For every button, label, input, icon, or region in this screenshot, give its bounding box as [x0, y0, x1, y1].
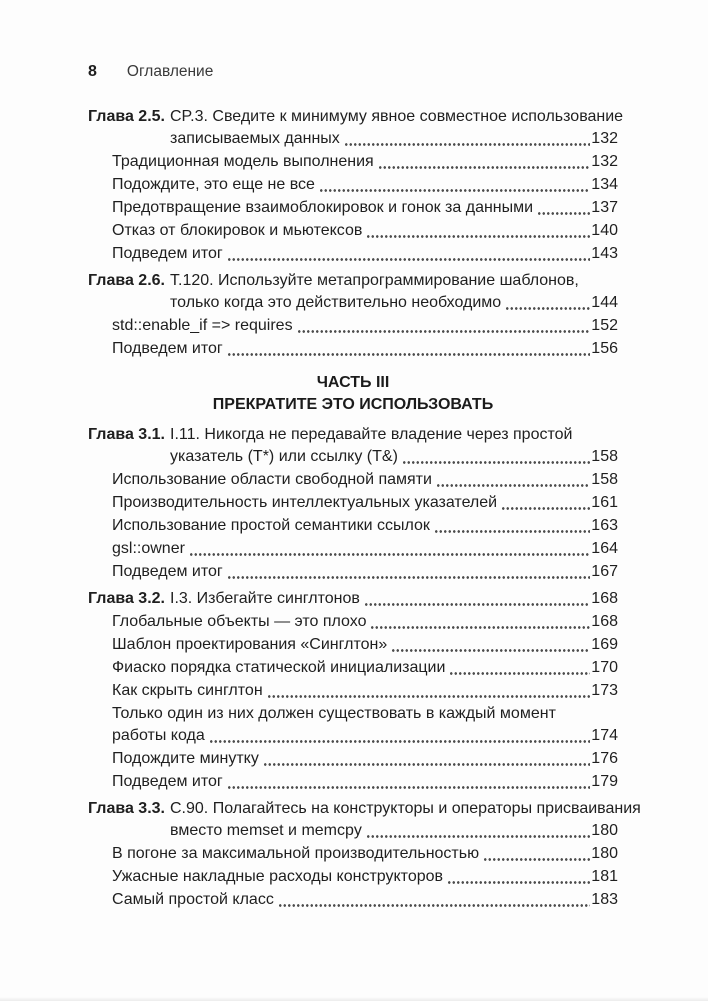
toc-entry	[112, 866, 618, 888]
toc-entry	[88, 798, 641, 842]
leader-row	[112, 561, 618, 583]
entry-title: указатель (T*) или ссылку (T&)	[170, 448, 398, 465]
entry-title: вместо memset и memcpy	[170, 822, 362, 839]
dot-leader	[319, 189, 590, 192]
entry-body	[112, 889, 618, 911]
leader-row	[112, 657, 618, 679]
toc-entry	[112, 243, 618, 265]
dot-leader	[447, 881, 590, 884]
leader-row	[112, 174, 618, 196]
entry-body	[112, 174, 618, 196]
toc-entry	[112, 843, 618, 865]
toc-entry	[112, 469, 618, 491]
entry-title: Самый простой класс	[112, 891, 274, 908]
leader-row	[170, 820, 618, 842]
toc-entry	[112, 174, 618, 196]
dot-leader	[227, 258, 591, 261]
chapter-label: Глава 2.5.	[88, 108, 165, 125]
entry-body	[112, 469, 618, 491]
entry-title: std::enable_if => requires	[112, 317, 293, 334]
entry-page-number: 176	[591, 750, 618, 767]
entry-page-number: 180	[591, 822, 618, 839]
entry-title: записываемых данных	[170, 130, 340, 147]
entry-title-line: C.90. Полагайтесь на конструкторы и операторы присваивания	[170, 800, 641, 817]
entry-body	[112, 315, 618, 337]
dot-leader	[366, 835, 590, 838]
leader-row	[112, 843, 618, 865]
entry-title: Предотвращение взаимоблокировок и гонок за данными	[112, 199, 534, 216]
entry-page-number: 183	[591, 891, 618, 908]
dot-leader	[378, 166, 591, 169]
toc-entry	[112, 611, 618, 633]
entry-title: Использование области свободной памяти	[112, 471, 432, 488]
entry-title: Традиционная модель выполнения	[112, 153, 374, 170]
toc-entry	[112, 634, 618, 656]
entry-body	[170, 798, 641, 842]
toc-entry	[112, 315, 618, 337]
entry-body	[112, 197, 618, 219]
dot-leader	[434, 530, 590, 533]
page-header-title: Оглавление	[126, 63, 214, 80]
leader-row	[112, 492, 618, 514]
toc-entry	[112, 771, 618, 793]
entry-page-number: 158	[591, 448, 618, 465]
entry-title: Отказ от блокировок и мьютексов	[112, 222, 363, 239]
entry-page-number: 161	[591, 494, 618, 511]
toc-entry	[112, 220, 618, 242]
toc-entry	[112, 748, 618, 770]
entry-title: Подведем итог	[112, 340, 223, 357]
leader-row	[112, 680, 618, 702]
entry-page-number: 134	[591, 176, 618, 193]
entry-page-number: 143	[591, 245, 618, 262]
chapter-label: Глава 2.6.	[88, 272, 165, 289]
entry-body	[112, 634, 618, 656]
toc-list	[0, 106, 708, 911]
part-title-line: ПРЕКРАТИТЕ ЭТО ИСПОЛЬЗОВАТЬ	[212, 396, 494, 413]
entry-body	[112, 703, 618, 747]
entry-title: Использование простой семантики ссылок	[112, 517, 430, 534]
dot-leader	[209, 740, 591, 743]
entry-body	[112, 561, 618, 583]
toc-entry	[88, 270, 618, 314]
entry-title: Подведем итог	[112, 245, 223, 262]
leader-row	[112, 197, 618, 219]
leader-row	[170, 446, 618, 468]
entry-title: Как скрыть синглтон	[112, 682, 263, 699]
entry-page-number: 170	[591, 659, 618, 676]
dot-leader	[505, 307, 590, 310]
entry-title: Фиаско порядка статической инициализации	[112, 659, 446, 676]
entry-body	[112, 538, 618, 560]
dot-leader	[436, 484, 590, 487]
dot-leader	[227, 576, 591, 579]
dot-leader	[189, 553, 590, 556]
entry-title: Шаблон проектирования «Синглтон»	[112, 636, 388, 653]
entry-body	[170, 270, 618, 314]
entry-title: Производительность интеллектуальных указателей	[112, 494, 498, 511]
leader-row	[112, 338, 618, 360]
dot-leader	[391, 649, 590, 652]
chapter-label: Глава 3.1.	[88, 426, 165, 443]
leader-row	[112, 220, 618, 242]
dot-leader	[267, 695, 591, 698]
chapter-label: Глава 3.3.	[88, 800, 165, 817]
toc-entry	[112, 492, 618, 514]
leader-row	[112, 315, 618, 337]
toc-entry	[88, 424, 618, 468]
entry-page-number: 137	[591, 199, 618, 216]
leader-row	[112, 538, 618, 560]
leader-row	[112, 151, 618, 173]
entry-title: только когда это действительно необходимо	[170, 294, 502, 311]
entry-page-number: 144	[591, 294, 618, 311]
leader-row	[112, 771, 618, 793]
leader-row	[112, 469, 618, 491]
leader-row	[112, 889, 618, 911]
leader-row	[170, 292, 618, 314]
entry-body	[170, 106, 624, 150]
entry-page-number: 140	[591, 222, 618, 239]
toc-entry	[112, 703, 618, 747]
entry-title: Подведем итог	[112, 773, 223, 790]
entry-title: Ужасные накладные расходы конструкторов	[112, 868, 444, 885]
entry-page-number: 158	[591, 471, 618, 488]
dot-leader	[402, 461, 590, 464]
running-head	[0, 0, 708, 82]
entry-page-number: 132	[591, 130, 618, 147]
leader-row	[170, 588, 618, 610]
entry-title-line: I.11. Никогда не передавайте владение через простой	[170, 426, 573, 443]
entry-page-number: 179	[591, 773, 618, 790]
entry-body	[112, 680, 618, 702]
toc-entry	[112, 338, 618, 360]
entry-page-number: 181	[591, 868, 618, 885]
entry-page-number: 164	[591, 540, 618, 557]
dot-leader	[344, 143, 590, 146]
toc-entry	[112, 151, 618, 173]
entry-body	[112, 843, 618, 865]
entry-title: Подведем итог	[112, 563, 223, 580]
entry-body	[112, 243, 618, 265]
part-heading	[88, 372, 618, 416]
dot-leader	[366, 235, 590, 238]
leader-row	[112, 866, 618, 888]
dot-leader	[449, 672, 590, 675]
dot-leader	[483, 858, 590, 861]
leader-row	[112, 515, 618, 537]
leader-row	[112, 611, 618, 633]
toc-entry	[112, 197, 618, 219]
entry-title: работы кода	[112, 727, 205, 744]
entry-body	[112, 151, 618, 173]
toc-entry	[112, 657, 618, 679]
toc-entry	[88, 106, 624, 150]
toc-entry	[112, 538, 618, 560]
entry-page-number: 163	[591, 517, 618, 534]
dot-leader	[370, 626, 590, 629]
dot-leader	[364, 603, 590, 606]
entry-title: В погоне за максимальной производительностью	[112, 845, 480, 862]
leader-row	[170, 128, 618, 150]
leader-row	[112, 748, 618, 770]
entry-body	[112, 611, 618, 633]
toc-entry	[112, 889, 618, 911]
page-edge-shadow	[0, 997, 708, 1001]
entry-body	[170, 424, 618, 468]
entry-body	[112, 220, 618, 242]
entry-body	[170, 588, 618, 610]
entry-page-number: 132	[591, 153, 618, 170]
dot-leader	[297, 330, 591, 333]
dot-leader	[537, 212, 590, 215]
entry-page-number: 169	[591, 636, 618, 653]
toc-entry	[88, 588, 618, 610]
entry-body	[112, 866, 618, 888]
chapter-label: Глава 3.2.	[88, 590, 165, 607]
entry-page-number: 173	[591, 682, 618, 699]
page-number: 8	[88, 63, 97, 80]
entry-page-number: 156	[591, 340, 618, 357]
dot-leader	[263, 763, 590, 766]
dot-leader	[278, 904, 590, 907]
leader-row	[112, 634, 618, 656]
entry-page-number: 168	[591, 590, 618, 607]
entry-title-line: CP.3. Сведите к минимуму явное совместное использование	[170, 108, 624, 125]
leader-row	[112, 243, 618, 265]
entry-body	[112, 515, 618, 537]
leader-row	[112, 725, 618, 747]
entry-title-line: Только один из них должен существовать в каждый момент	[112, 705, 556, 722]
dot-leader	[227, 786, 591, 789]
dot-leader	[501, 507, 590, 510]
entry-page-number: 174	[591, 727, 618, 744]
entry-body	[112, 338, 618, 360]
entry-title-line: T.120. Используйте метапрограммирование шаблонов,	[170, 272, 579, 289]
entry-title: Глобальные объекты — это плохо	[112, 613, 367, 630]
entry-title: Подождите, это еще не все	[112, 176, 315, 193]
entry-page-number: 180	[591, 845, 618, 862]
entry-page-number: 152	[591, 317, 618, 334]
toc-entry	[112, 561, 618, 583]
entry-page-number: 168	[591, 613, 618, 630]
dot-leader	[227, 353, 591, 356]
toc-entry	[112, 680, 618, 702]
entry-title: Подождите минутку	[112, 750, 259, 767]
entry-body	[112, 657, 618, 679]
toc-entry	[112, 515, 618, 537]
entry-body	[112, 771, 618, 793]
entry-body	[112, 492, 618, 514]
entry-page-number: 167	[591, 563, 618, 580]
entry-title: gsl::owner	[112, 540, 185, 557]
entry-body	[112, 748, 618, 770]
entry-title: I.3. Избегайте синглтонов	[170, 590, 360, 607]
part-title-line: ЧАСТЬ III	[316, 374, 390, 391]
